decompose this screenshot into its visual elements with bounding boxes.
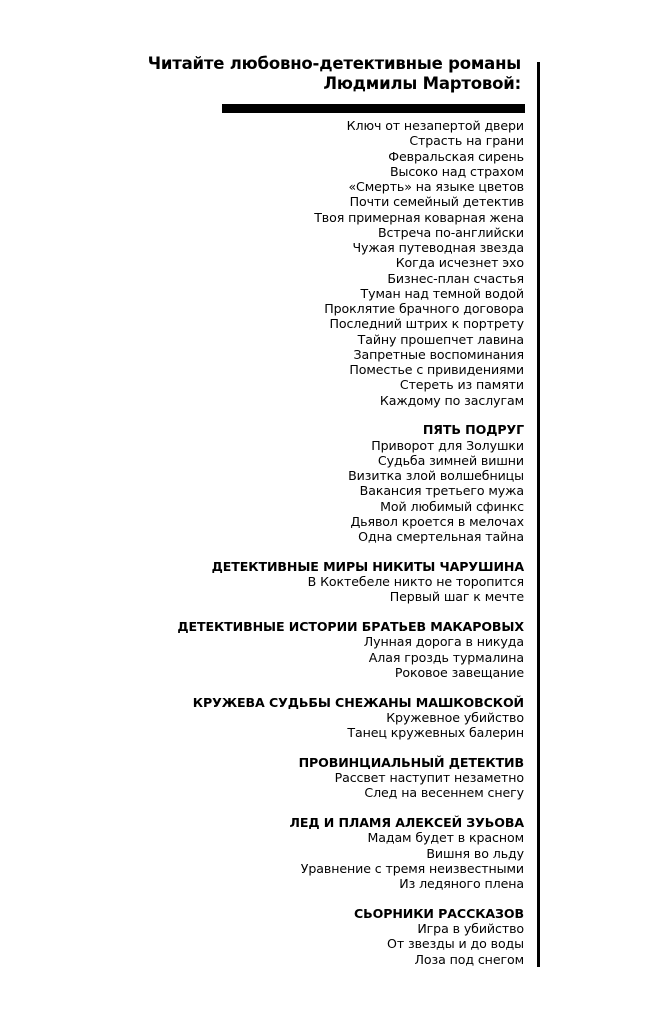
page-heading [148,54,521,94]
book-title: Визитка злой волшебницы [348,468,524,483]
series-title: ПЯТЬ ПОДРУГ [422,422,524,438]
book-title: Лунная дорога в никуда [363,634,524,650]
book-series-section [177,755,524,801]
book-series-section [177,906,524,967]
book-title: Судьба зимней вишни [377,452,524,468]
book-title: Почти семейный детектив [349,194,524,210]
book-title: Из ледяного плена [399,876,524,891]
heading-underline-rule [222,104,525,113]
book-title: Ключ от незапертой двери [346,118,524,133]
book-series-section [177,619,524,680]
book-title: Кружевное убийство [386,709,524,725]
book-title: Бизнес-план счастья [387,270,524,286]
book-title: Последний штрих к портрету [329,316,524,332]
series-title: ДЕТЕКТИВНЫЕ МИРЫ НИКИТЫ ЧАРУШИНА [211,558,524,574]
book-title: В Коктебеле никто не торопится [307,574,524,589]
book-title: Игра в убийство [417,921,524,936]
heading-line-1: Читайте любовно-детективные романы [147,54,521,73]
book-list [177,118,524,967]
book-title: От звезды и до воды [387,936,524,952]
book-title: Танец кружевных балерин [347,725,524,740]
book-title: Туман над темной водой [360,285,524,301]
book-title: Одна смертельная тайна [358,529,524,544]
book-series-section [177,118,524,408]
book-title: «Смерть» на языке цветов [348,179,524,194]
book-title: Тайну прошепчет лавина [357,331,524,347]
book-series-section [177,559,524,605]
book-series-section [177,815,524,891]
book-title: Каждому по заслугам [379,392,524,408]
book-title: Лоза под снегом [414,951,524,967]
book-title: Первый шаг к мечте [389,589,524,605]
book-title: Высоко над страхом [389,163,524,179]
book-title: Страсть на грани [409,133,524,149]
series-title: ЛЕД И ПЛАМЯ АЛЕКСЕЙ ЗУЬОВА [289,815,524,830]
book-title: Приворот для Золушки [371,437,524,453]
series-title: ПРОВИНЦИАЛЬНЫЙ ДЕТЕКТИВ [298,754,524,770]
book-title: Чужая путеводная звезда [352,240,524,255]
book-title: Дьявол кроется в мелочах [350,513,524,529]
book-title: Мой любимый сфинкс [380,498,524,514]
heading-line-2: Людмилы Мартовой: [323,74,521,93]
book-title: Когда исчезнет эхо [395,255,524,271]
book-title: След на весеннем снегу [364,785,524,801]
book-title: Проклятие брачного договора [324,301,524,316]
book-title: Встреча по-английски [378,224,524,240]
series-title: ДЕТЕКТИВНЫЕ ИСТОРИИ БРАТЬЕВ МАКАРОВЫХ [177,619,524,634]
series-title: СЬОРНИКИ РАССКАЗОВ [353,905,524,921]
book-title: Твоя примерная коварная жена [314,209,524,225]
book-title: Февральская сирень [388,148,524,164]
vertical-rule [537,62,540,967]
book-title: Вишня во льду [426,845,524,861]
book-series-section [177,422,524,544]
book-title: Роковое завещание [394,664,524,680]
book-series-section [177,695,524,741]
book-title: Вакансия третьего мужа [359,483,524,499]
book-title: Мадам будет в красном [367,830,524,846]
book-title: Запретные воспоминания [353,346,524,362]
book-title: Алая гроздь турмалина [368,649,524,665]
book-title: Рассвет наступит незаметно [334,770,524,785]
series-title: КРУЖЕВА СУДЬБЫ СНЕЖАНЫ МАШКОВСКОЙ [192,694,524,710]
book-title: Стереть из памяти [399,377,524,393]
book-title: Уравнение с тремя неизвестными [300,860,524,876]
book-title: Поместье с привидениями [349,362,524,377]
